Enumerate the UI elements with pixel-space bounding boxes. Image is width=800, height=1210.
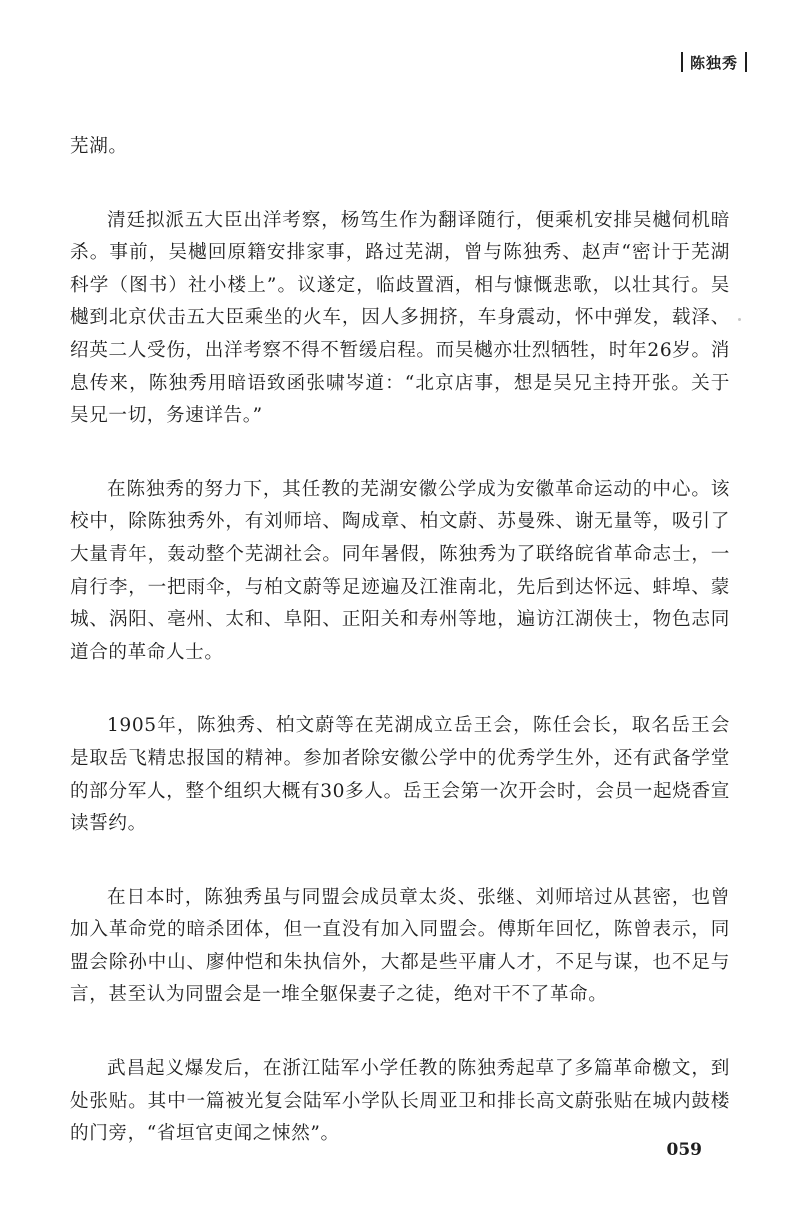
paragraph-wu-yue-assassination: 清廷拟派五大臣出洋考察，杨笃生作为翻译随行，便乘机安排吴樾伺机暗杀。事前，吴樾回原籍安排家事，路过芜湖，曾与陈独秀、赵声“密计于芜湖科学（图书）社小楼上”。议遂定，临歧置酒，相与慷慨悲歌，以壮其行。吴樾到北京伏击五大臣乘坐的火车，因人多拥挤，车身震动，怀中弹发，载泽、绍英二人受伤，出洋考察不得不暂缓启程。而吴樾亦壮烈牺牲，时年26岁。消息传来，陈独秀用暗语致函张啸岑道：“北京店事，想是吴兄主持开张。关于吴兄一切，务速详告。” (70, 209, 730, 427)
header-rule-right (745, 52, 747, 72)
paragraph-continuation: 芜湖。 (70, 136, 128, 157)
paragraph-anhui-gongxue: 在陈独秀的努力下，其任教的芜湖安徽公学成为安徽革命运动的中心。该校中，除陈独秀外，有刘师培、陶成章、柏文蔚、苏曼殊、谢无量等，吸引了大量青年，轰动整个芜湖社会。同年暑假，陈独秀为了联络皖省革命志士，一肩行李，一把雨伞，与柏文蔚等足迹遍及江淮南北，先后到达怀远、蚌埠、蒙城、涡阳、亳州、太和、阜阳、正阳关和寿州等地，遍访江湖侠士，物色志同道合的革命人士。 (70, 478, 730, 663)
running-header (681, 50, 747, 74)
page-number: 059 (666, 1140, 702, 1160)
paragraph-tongmenghui: 在日本时，陈独秀虽与同盟会成员章太炎、张继、刘师培过从甚密，也曾加入革命党的暗杀团体，但一直没有加入同盟会。傅斯年回忆，陈曾表示，同盟会除孙中山、廖仲恺和朱执信外，大都是些平庸人才，不足与谋，也不足与言，甚至认为同盟会是一堆全躯保妻子之徒，绝对干不了革命。 (70, 886, 730, 1006)
body-text (70, 131, 730, 1192)
scan-speck (738, 318, 741, 321)
paragraph-yuewanghui: 1905年，陈独秀、柏文蔚等在芜湖成立岳王会，陈任会长，取名岳王会是取岳飞精忠报国的精神。参加者除安徽公学中的优秀学生外，还有武备学堂的部分军人，整个组织大概有30多人。岳王会第一次开会时，会员一起烧香宣读誓约。 (70, 715, 730, 835)
paragraph-wuchang-uprising: 武昌起义爆发后，在浙江陆军小学任教的陈独秀起草了多篇革命檄文，到处张贴。其中一篇被光复会陆军小学队长周亚卫和排长高文蔚张贴在城内鼓楼的门旁，“省垣官吏闻之悚然”。 (70, 1058, 730, 1145)
running-header-title: 陈独秀 (689, 53, 738, 72)
